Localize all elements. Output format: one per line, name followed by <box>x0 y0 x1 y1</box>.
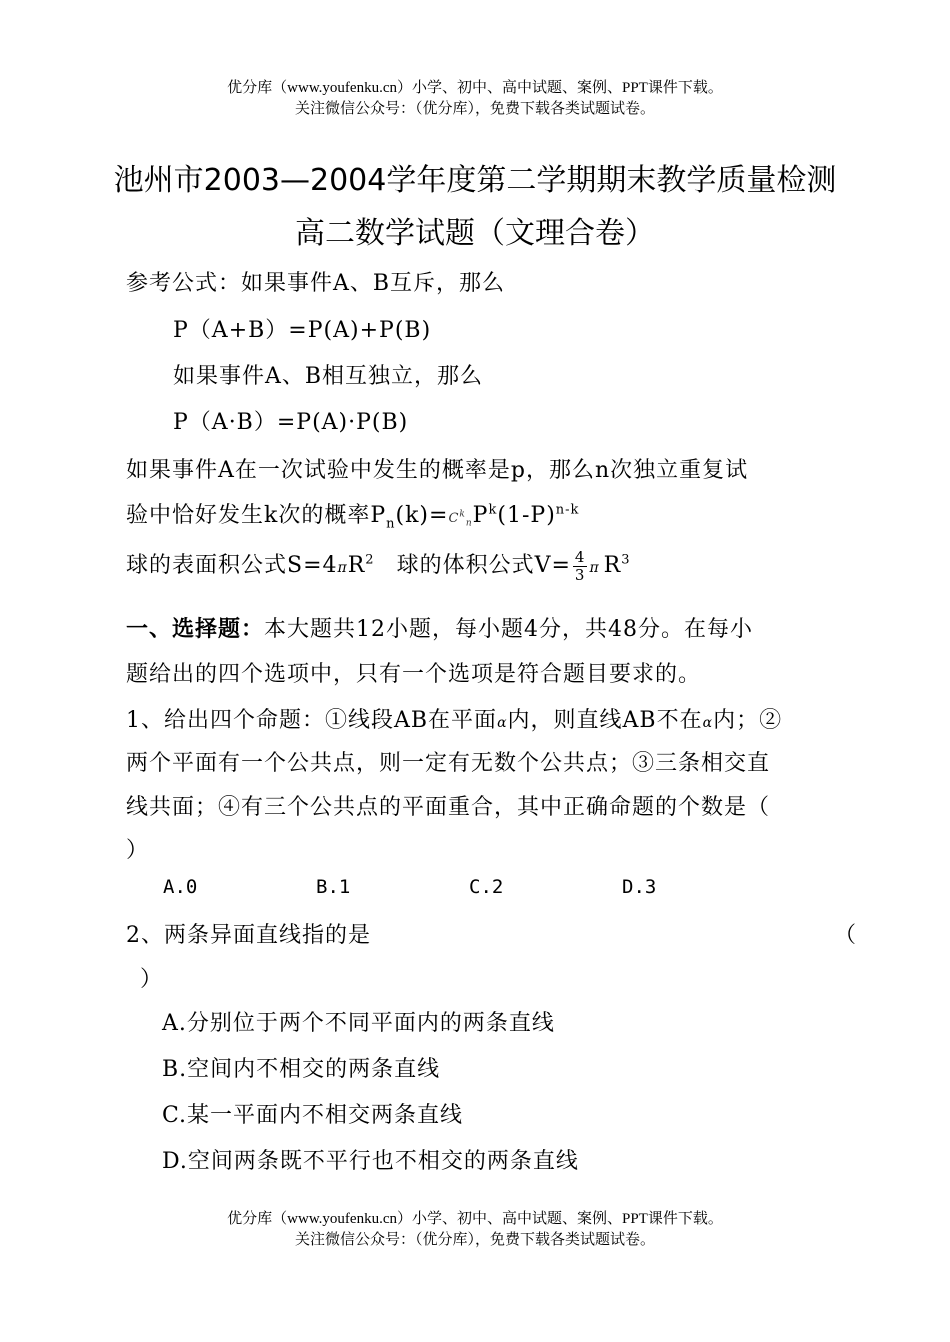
section1-heading: 一、选择题： <box>126 617 265 642</box>
binomial-P: P <box>472 503 489 528</box>
binomial-rest: (1-P) <box>497 503 556 528</box>
fraction-denominator: 3 <box>574 565 586 584</box>
page-header <box>0 78 950 120</box>
alpha-symbol-2: α <box>702 715 714 731</box>
exam-title: 池州市2003—2004学年度第二学期期末教学质量检测 <box>113 163 837 198</box>
section1-desc-1: 本大题共12小题，每小题4分，共48分。在每小 <box>264 617 754 642</box>
alpha-symbol: α <box>497 715 508 731</box>
fraction-4-3 <box>573 549 588 584</box>
binomial-P-exp: k <box>488 502 498 518</box>
formula-binomial-line2 <box>126 498 579 531</box>
q1-option-b: B.1 <box>316 876 351 898</box>
q1-line1 <box>126 703 782 734</box>
q2-paren-open: （ <box>834 923 858 948</box>
sphere-area-prefix: 球的表面积公式S=4 <box>126 553 338 578</box>
radius-R-2: R <box>603 553 622 578</box>
q1-line3: 线共面；④有三个公共点的平面重合，其中正确命题的个数是（ <box>126 795 771 820</box>
formula-intro: 参考公式：如果事件A、B互斥，那么 <box>126 271 506 296</box>
footer-line-2: 关注微信公众号：（优分库），免费下载各类试题试卷。 <box>294 1232 655 1248</box>
page-footer <box>0 1209 950 1251</box>
q2-option-d: D.空间两条既不平行也不相交的两条直线 <box>162 1149 579 1174</box>
combination-symbol <box>448 509 473 529</box>
q1-text-c: 内；② <box>713 708 783 733</box>
q1-line4: ） <box>126 838 150 863</box>
radius-R: R <box>347 553 366 578</box>
formula-independent-intro: 如果事件A、B相互独立，那么 <box>173 364 484 389</box>
pi-symbol: π <box>337 560 348 576</box>
q2-stem: 2、两条异面直线指的是 <box>126 923 371 948</box>
q1-option-a: A.0 <box>163 876 198 898</box>
formula-independent: P（A·B）=P(A)·P(B) <box>173 410 409 435</box>
q2-option-c: C.某一平面内不相交两条直线 <box>162 1103 464 1128</box>
exponent-2: 2 <box>365 552 375 568</box>
combination-k: k <box>459 509 466 520</box>
formula-exclusive: P（A+B）=P(A)+P(B) <box>173 318 432 343</box>
q1-text-b: 内，则直线AB不在 <box>507 708 703 733</box>
footer-line-1: 优分库（www.youfenku.cn）小学、初中、高中试题、案例、PPT课件下载。 <box>227 1211 723 1227</box>
fraction-numerator: 4 <box>574 547 586 566</box>
binomial-rest-exp: n-k <box>555 502 580 518</box>
sphere-volume-prefix: 球的体积公式V= <box>396 553 571 578</box>
binomial-k: (k)= <box>395 503 449 528</box>
exam-subtitle: 高二数学试题（文理合卷） <box>295 216 655 251</box>
section1-line1 <box>126 612 753 643</box>
pi-symbol-2: π <box>589 560 600 576</box>
binomial-prefix: 验中恰好发生k次的概率P <box>126 503 387 528</box>
header-line-2: 关注微信公众号：（优分库），免费下载各类试题试卷。 <box>294 101 655 117</box>
q2-paren-close: ） <box>140 967 164 992</box>
q1-text-a: 1、给出四个命题：①线段AB在平面 <box>126 708 498 733</box>
formula-binomial-line1: 如果事件A在一次试验中发生的概率是p，那么n次独立重复试 <box>126 458 749 483</box>
formula-sphere <box>126 548 631 584</box>
section1-line2: 题给出的四个选项中，只有一个选项是符合题目要求的。 <box>126 662 702 687</box>
header-line-1: 优分库（www.youfenku.cn）小学、初中、高中试题、案例、PPT课件下载。 <box>227 80 723 96</box>
q1-line2: 两个平面有一个公共点，则一定有无数个公共点；③三条相交直 <box>126 751 771 776</box>
q2-option-a: A.分别位于两个不同平面内的两条直线 <box>162 1011 555 1036</box>
q1-option-c: C.2 <box>469 876 504 898</box>
combination-C: C <box>448 511 460 526</box>
combination-n: n <box>465 518 473 529</box>
binomial-sub-n: n <box>386 516 396 532</box>
exponent-3: 3 <box>621 552 631 568</box>
q2-option-b: B.空间内不相交的两条直线 <box>162 1057 441 1082</box>
q1-option-d: D.3 <box>622 876 657 898</box>
